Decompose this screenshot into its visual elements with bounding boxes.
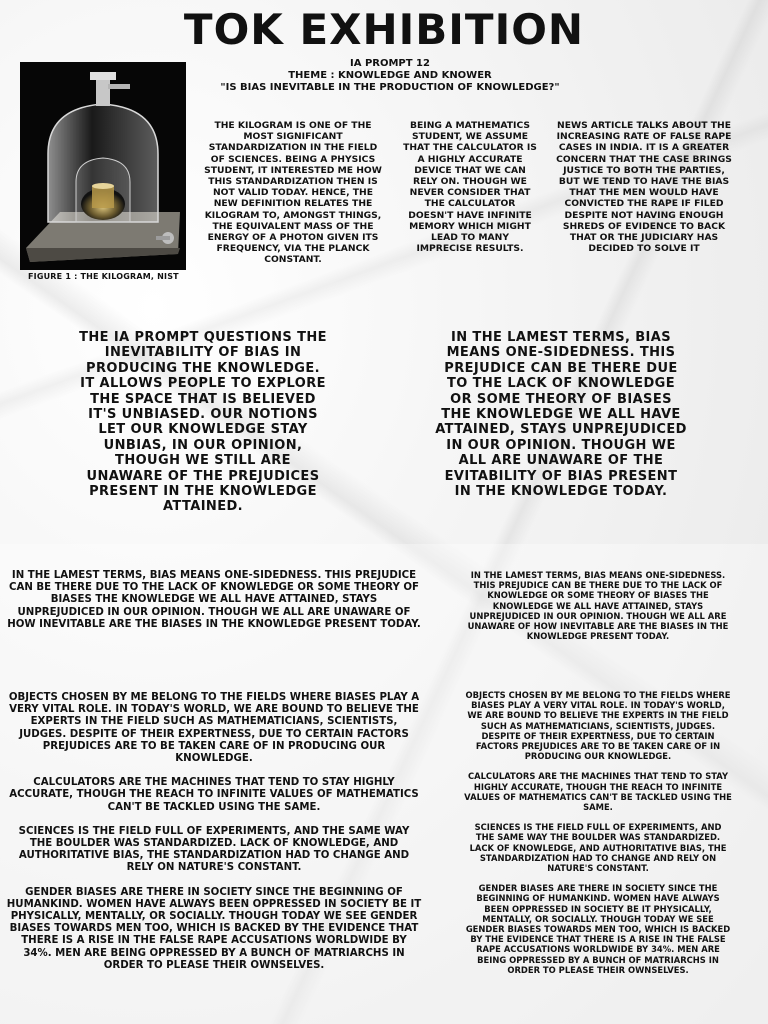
gender-biases-paragraph: GENDER BIASES ARE THERE IN SOCIETY SINCE THE BEGINNING OF HUMANKIND. WOMEN HAVE ALWAYS BEEN OPPRESSED IN SOCIETY BE IT PHYSICALLY, MENTALLY, OR SOCIALLY. THOUGH TODAY WE SEE GENDER BIASES TOWARDS MEN TOO, WHICH IS BACKED BY THE EVIDENCE THAT THERE IS A RISE IN THE FALSE RAPE ACCUSATIONS WORLDWIDE BY 34%. MEN ARE BEING OPPRESSED BY A BUNCH OF MATRIARCHS IN ORDER TO PLEASE THEIR OWNSELVES. (6, 886, 422, 971)
calculators-paragraph-small: CALCULATORS ARE THE MACHINES THAT TEND TO STAY HIGHLY ACCURATE, THOUGH THE REACH TO INFINITE VALUES OF MATHEMATICS CAN'T BE TACKLED USING THE SAME. (464, 771, 732, 813)
prompt-theme: THEME : KNOWLEDGE AND KNOWER (288, 70, 492, 81)
page-title: TOK EXHIBITION (183, 5, 585, 54)
sciences-paragraph: SCIENCES IS THE FIELD FULL OF EXPERIMENTS, AND THE SAME WAY THE BOULDER WAS STANDARDIZED. LACK OF KNOWLEDGE, AND AUTHORITATIVE BIAS, THE STANDARDIZATION HAD TO CHANGE AND RELY ON NATURE'S CONSTANT. (18, 825, 410, 874)
bottom-left-body (6, 692, 422, 972)
prompt-number: IA PROMPT 12 (350, 58, 430, 69)
news-article-column: NEWS ARTICLE TALKS ABOUT THE INCREASING RATE OF FALSE RAPE CASES IN INDIA. IT IS A GREATER CONCERN THAT THE CASE BRINGS JUSTICE TO BOTH THE PARTIES, BUT WE TEND TO HAVE THE BIAS THAT THE MEN WOULD HAVE CONVICTED THE RAPE IF FILED DESPITE NOT HAVING ENOUGH SHREDS OF EVIDENCE TO BACK THAT OR THE JUDICIARY HAS DECIDED TO SOLVE IT (556, 120, 732, 255)
gender-biases-paragraph-small: GENDER BIASES ARE THERE IN SOCIETY SINCE THE BEGINNING OF HUMANKIND. WOMEN HAVE ALWAYS BEEN OPPRESSED IN SOCIETY BE IT PHYSICALLY, MENTALLY, OR SOCIALLY. THOUGH TODAY WE SEE GENDER BIASES TOWARDS MEN TOO, WHICH IS BACKED BY THE EVIDENCE THAT THERE IS A RISE IN THE FALSE RAPE ACCUSATIONS WORLDWIDE BY 34%. MEN ARE BEING OPPRESSED BY A BUNCH OF MATRIARCHS IN ORDER TO PLEASE THEIR OWNSELVES. (465, 883, 731, 975)
kilogram-illustration (20, 62, 186, 270)
bottom-panel (0, 544, 768, 1024)
bottom-right-intro: IN THE LAMEST TERMS, BIAS MEANS ONE-SIDEDNESS. THIS PREJUDICE CAN BE THERE DUE TO THE LACK OF KNOWLEDGE OR SOME THEORY OF BIASES THE KNOWLEDGE WE ALL HAVE ATTAINED, STAYS UNPREJUDICED IN OUR OPINION. THOUGH WE ALL ARE UNAWARE OF HOW INEVITABLE ARE THE BIASES IN THE KNOWLEDGE PRESENT TODAY. (467, 570, 729, 642)
kilogram-column: THE KILOGRAM IS ONE OF THE MOST SIGNIFICANT STANDARDIZATION IN THE FIELD OF SCIENCES. BEING A PHYSICS STUDENT, IT INTERESTED ME HOW THIS STANDARDIZATION THEN IS NOT VALID TODAY. HENCE, THE NEW DEFINITION RELATES THE KILOGRAM TO, AMONGST THINGS, THE EQUIVALENT MASS OF THE ENERGY OF A PHOTON GIVEN ITS FREQUENCY, VIA THE PLANCK CONSTANT. (204, 120, 382, 266)
calculator-column: BEING A MATHEMATICS STUDENT, WE ASSUME THAT THE CALCULATOR IS A HIGHLY ACCURATE DEVICE THAT WE CAN RELY ON. THOUGH WE NEVER CONSIDER THAT THE CALCULATOR DOESN'T HAVE INFINITE MEMORY WHICH MIGHT LEAD TO MANY IMPRECISE RESULTS. (403, 120, 537, 255)
objects-paragraph-small: OBJECTS CHOSEN BY ME BELONG TO THE FIELDS WHERE BIASES PLAY A VERY VITAL ROLE. IN TODAY'S WORLD, WE ARE BOUND TO BELIEVE THE EXPERTS IN THE FIELD SUCH AS MATHEMATICIANS, SCIENTISTS, JUDGES. DESPITE OF THEIR EXPERTNESS, DUE TO CERTAIN FACTORS PREJUDICES ARE TO BE TAKEN CARE OF IN PRODUCING OUR KNOWLEDGE. (465, 690, 731, 762)
bias-definition: IN THE LAMEST TERMS, BIAS MEANS ONE-SIDEDNESS. THIS PREJUDICE CAN BE THERE DUE TO THE LACK OF KNOWLEDGE OR SOME THEORY OF BIASES THE KNOWLEDGE WE ALL HAVE ATTAINED, STAYS UNPREJUDICED IN OUR OPINION. THOUGH WE ALL ARE UNAWARE OF THE EVITABILITY OF BIAS PRESENT IN THE KNOWLEDGE TODAY. (435, 330, 687, 500)
prompt-question: "IS BIAS INEVITABLE IN THE PRODUCTION OF KNOWLEDGE?" (220, 82, 560, 93)
kilogram-photo (20, 62, 186, 270)
bottom-right-body (464, 690, 732, 975)
sciences-paragraph-small: SCIENCES IS THE FIELD FULL OF EXPERIMENTS, AND THE SAME WAY THE BOULDER WAS STANDARDIZED. LACK OF KNOWLEDGE, AND AUTHORITATIVE BIAS, THE STANDARDIZATION HAD TO CHANGE AND RELY ON NATURE'S CONSTANT. (469, 822, 727, 874)
calculators-paragraph: CALCULATORS ARE THE MACHINES THAT TEND TO STAY HIGHLY ACCURATE, THOUGH THE REACH TO INFINITE VALUES OF MATHEMATICS CAN'T BE TACKLED USING THE SAME. (9, 777, 419, 813)
prompt-explanation: THE IA PROMPT QUESTIONS THE INEVITABILITY OF BIAS IN PRODUCING THE KNOWLEDGE. IT ALLOWS PEOPLE TO EXPLORE THE SPACE THAT IS BELIEVED IT'S UNBIASED. OUR NOTIONS LET OUR KNOWLEDGE STAY UNBIAS, IN OUR OPINION, THOUGH WE STILL ARE UNAWARE OF THE PREJUDICES PRESENT IN THE KNOWLEDGE ATTAINED. (79, 330, 327, 515)
prompt-header (190, 58, 590, 94)
objects-paragraph: OBJECTS CHOSEN BY ME BELONG TO THE FIELDS WHERE BIASES PLAY A VERY VITAL ROLE. IN TODAY'S WORLD, WE ARE BOUND TO BELIEVE THE EXPERTS IN THE FIELD SUCH AS MATHEMATICIANS, SCIENTISTS, JUDGES. DESPITE OF THEIR EXPERTNESS, DUE TO CERTAIN FACTORS PREJUDICES ARE TO BE TAKEN CARE OF IN PRODUCING OUR KNOWLEDGE. (8, 692, 420, 765)
figure-caption: FIGURE 1 : THE KILOGRAM, NIST (28, 272, 179, 281)
bottom-left-intro: IN THE LAMEST TERMS, BIAS MEANS ONE-SIDEDNESS. THIS PREJUDICE CAN BE THERE DUE TO THE LACK OF KNOWLEDGE OR SOME THEORY OF BIASES THE KNOWLEDGE WE ALL HAVE ATTAINED, STAYS UNPREJUDICED IN OUR OPINION. THOUGH WE ALL ARE UNAWARE OF HOW INEVITABLE ARE THE BIASES IN THE KNOWLEDGE PRESENT TODAY. (7, 570, 421, 630)
